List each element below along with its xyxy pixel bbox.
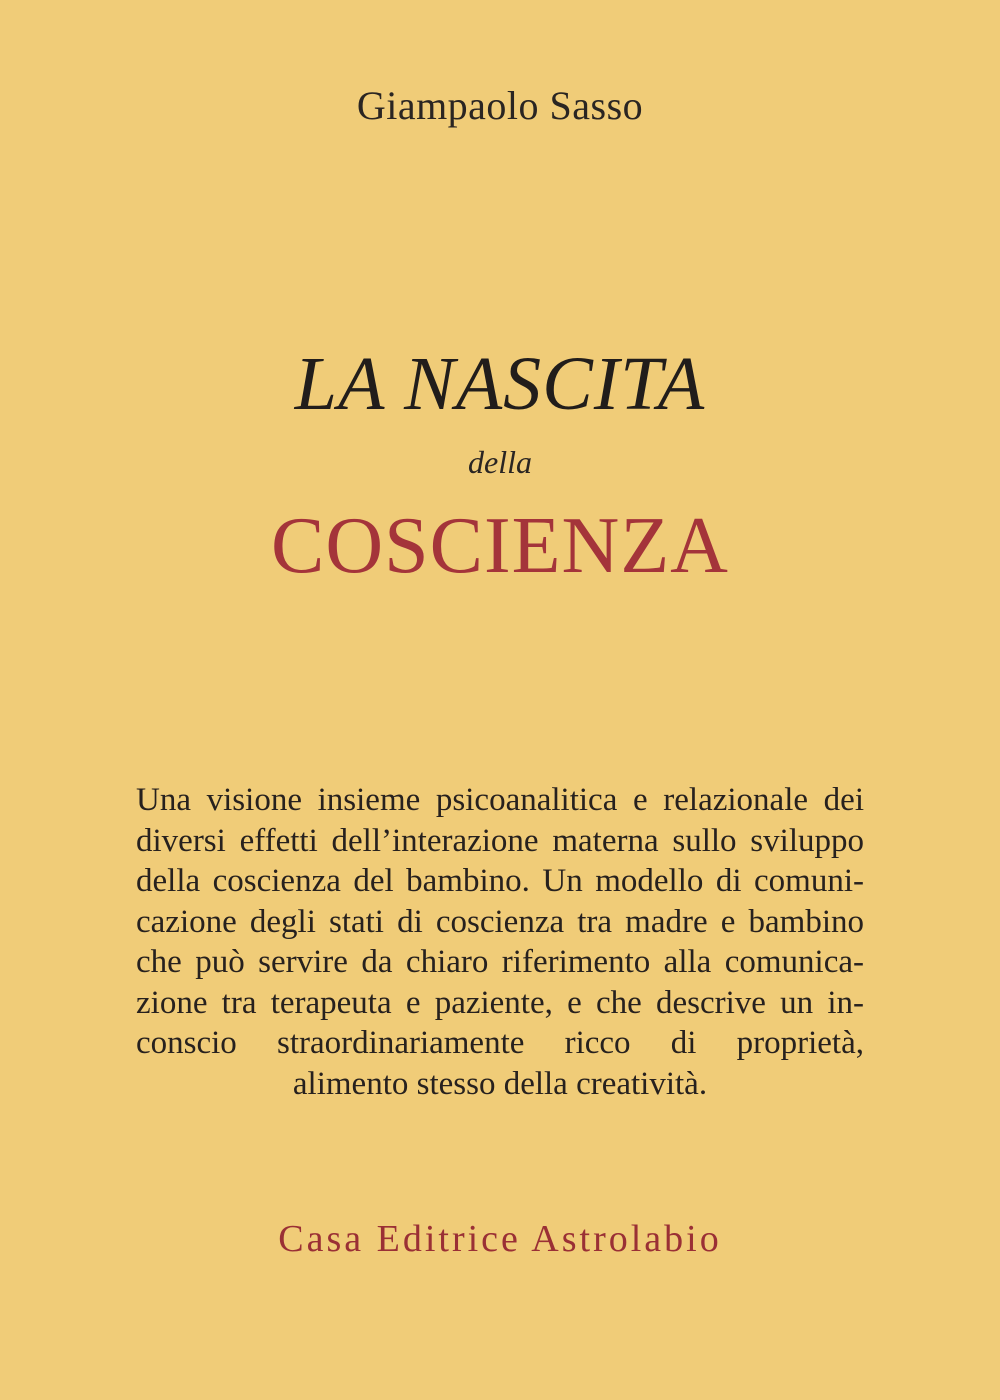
blurb-line: che può servire da chiaro riferimento alla comunica-: [136, 944, 864, 980]
blurb-line: alimento stesso della creatività.: [292, 1065, 708, 1102]
author-name: Giampaolo Sasso: [356, 83, 644, 128]
publisher-name: Casa Editrice Astrolabio: [278, 1218, 722, 1260]
title-connector: della: [468, 444, 532, 480]
blurb-line: Una visione insieme psicoanalitica e relazionale dei: [136, 782, 864, 818]
blurb-line: diversi effetti dell’interazione materna sullo sviluppo: [136, 822, 864, 859]
blurb-line: cazione degli stati di coscienza tra madre e bambino: [136, 903, 864, 940]
title-main: LA NASCITA: [294, 342, 706, 426]
blurb-line: della coscienza del bambino. Un modello di comuni-: [136, 863, 864, 899]
cover-blurb: [136, 780, 864, 1104]
blurb-line: zione tra terapeuta e paziente, e che descrive un in-: [136, 984, 864, 1021]
blurb-line: conscio straordinariamente ricco di proprietà,: [136, 1025, 864, 1061]
title-sub: COSCIENZA: [271, 502, 729, 590]
